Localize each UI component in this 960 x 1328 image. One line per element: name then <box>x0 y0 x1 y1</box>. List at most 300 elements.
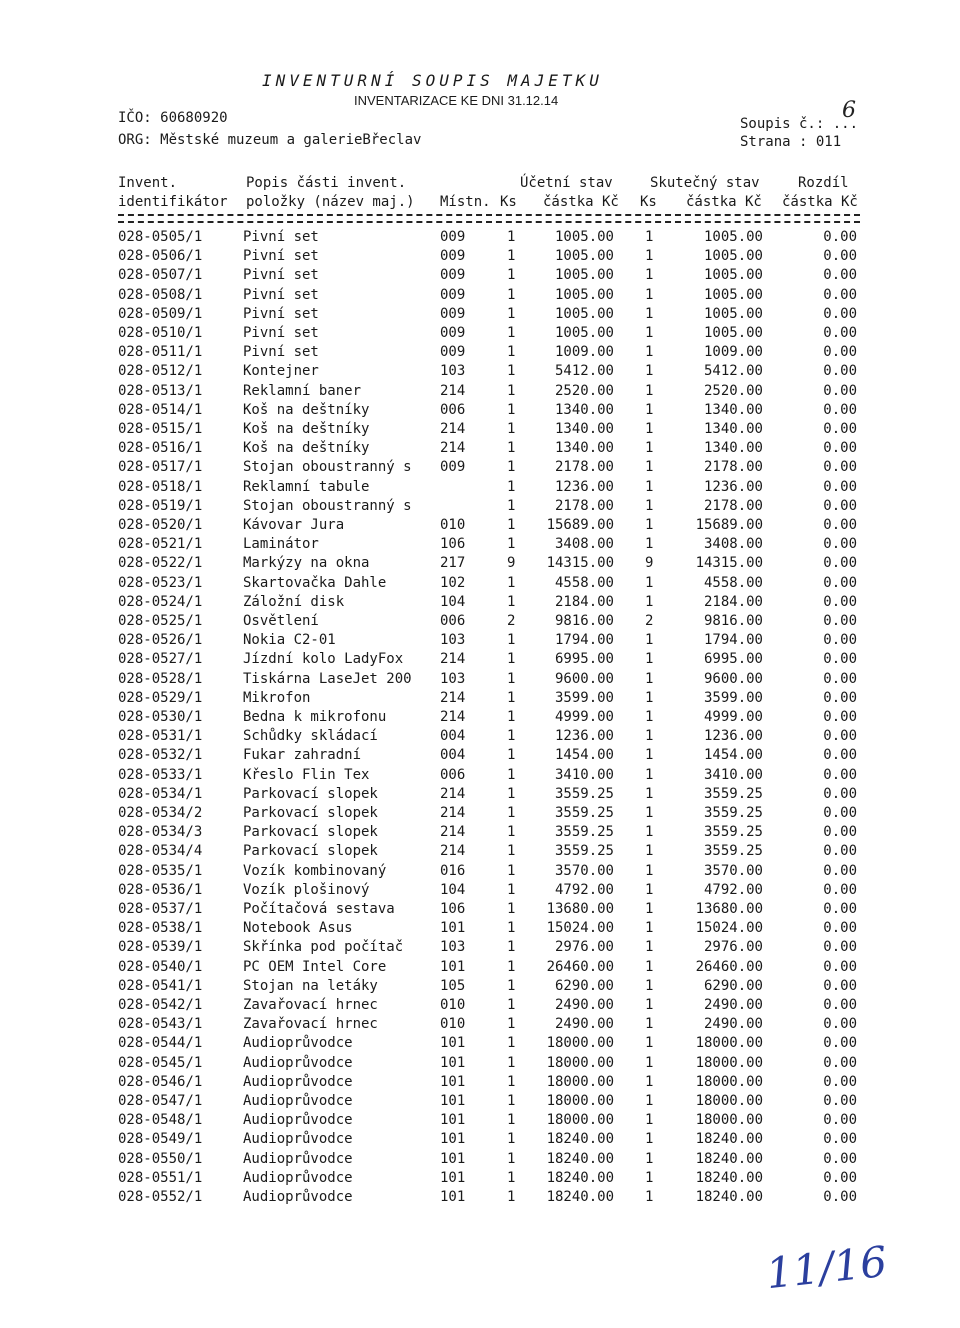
table-row <box>0 939 960 958</box>
col-accounting-amount: částka Kč <box>543 194 619 210</box>
difference-amount: 0.00 <box>823 267 857 284</box>
accounting-amount: 1009.00 <box>554 344 614 361</box>
accounting-quantity: 1 <box>507 728 516 745</box>
difference-amount: 0.00 <box>823 747 857 764</box>
item-description: Stojan oboustranný s <box>243 497 412 514</box>
actual-amount: 4999.00 <box>703 709 763 725</box>
inventory-id: 028-0542/1 <box>118 997 203 1013</box>
accounting-quantity: 1 <box>507 747 516 764</box>
inventory-id: 028-0531/1 <box>118 728 203 745</box>
item-description: Parkovací slopek <box>243 805 378 821</box>
actual-amount: 18000.00 <box>695 1035 763 1052</box>
actual-quantity: 1 <box>645 977 654 994</box>
actual-amount: 9600.00 <box>703 670 763 687</box>
table-row <box>0 555 960 574</box>
accounting-amount: 1005.00 <box>554 305 614 322</box>
col-actual-qty: Ks <box>640 194 657 210</box>
actual-amount: 18000.00 <box>695 1073 763 1090</box>
item-description: Audioprůvodce <box>243 1035 353 1052</box>
difference-amount: 0.00 <box>823 939 857 956</box>
item-description: Pivní set <box>243 305 319 322</box>
inventory-id: 028-0523/1 <box>118 574 203 591</box>
difference-amount: 0.00 <box>823 728 857 745</box>
difference-amount: 0.00 <box>823 651 857 668</box>
col-invent-line1: Invent. <box>118 175 178 191</box>
actual-amount: 18240.00 <box>695 1131 763 1148</box>
accounting-amount: 15689.00 <box>546 517 614 533</box>
table-row <box>0 325 960 344</box>
accounting-quantity: 1 <box>507 670 516 687</box>
table-row <box>0 1093 960 1112</box>
room-number: 009 <box>440 286 466 303</box>
difference-amount: 0.00 <box>823 785 857 802</box>
col-actual-state: Skutečný stav <box>650 175 760 191</box>
actual-quantity: 1 <box>645 1189 654 1205</box>
difference-amount: 0.00 <box>823 344 857 361</box>
inventory-id: 028-0509/1 <box>118 305 203 322</box>
table-row <box>0 901 960 920</box>
actual-quantity: 1 <box>645 401 654 418</box>
item-description: Koš na deštníky <box>243 421 370 437</box>
col-difference-amount: částka Kč <box>782 194 858 210</box>
room-number: 101 <box>440 1093 466 1109</box>
room-number: 214 <box>440 689 466 706</box>
accounting-quantity: 1 <box>507 229 516 245</box>
difference-amount: 0.00 <box>823 632 857 649</box>
actual-amount: 1005.00 <box>703 325 763 341</box>
room-number: 010 <box>440 1016 466 1033</box>
accounting-quantity: 1 <box>507 651 516 668</box>
table-row <box>0 536 960 555</box>
difference-amount: 0.00 <box>823 1169 857 1186</box>
difference-amount: 0.00 <box>823 709 857 725</box>
room-number: 214 <box>440 440 466 457</box>
col-accounting-state: Účetní stav <box>520 175 613 191</box>
item-description: Schůdky skládací <box>243 728 378 745</box>
actual-quantity: 1 <box>645 766 654 783</box>
table-row <box>0 479 960 498</box>
actual-amount: 2178.00 <box>703 497 763 514</box>
difference-amount: 0.00 <box>823 862 857 879</box>
difference-amount: 0.00 <box>823 689 857 706</box>
table-row <box>0 671 960 690</box>
accounting-quantity: 1 <box>507 977 516 994</box>
item-description: Skartovačka Dahle <box>243 574 387 591</box>
accounting-amount: 5412.00 <box>554 363 614 380</box>
actual-quantity: 1 <box>645 920 654 937</box>
item-description: Reklamní tabule <box>243 478 370 495</box>
table-row <box>0 613 960 632</box>
accounting-quantity: 1 <box>507 344 516 361</box>
room-number: 101 <box>440 1035 466 1052</box>
room-number: 214 <box>440 824 466 841</box>
accounting-amount: 1005.00 <box>554 267 614 284</box>
handwritten-page-mark: 11/16 <box>763 1236 890 1299</box>
inventory-id: 028-0527/1 <box>118 651 203 668</box>
accounting-quantity: 1 <box>507 766 516 783</box>
table-row <box>0 1112 960 1131</box>
difference-amount: 0.00 <box>823 555 857 572</box>
table-row <box>0 863 960 882</box>
actual-amount: 4792.00 <box>703 881 763 898</box>
actual-quantity: 1 <box>645 440 654 457</box>
room-number: 103 <box>440 632 466 649</box>
difference-amount: 0.00 <box>823 536 857 553</box>
inventory-id: 028-0535/1 <box>118 862 203 879</box>
actual-amount: 3410.00 <box>703 766 763 783</box>
room-number: 102 <box>440 574 466 591</box>
item-description: Pivní set <box>243 267 319 284</box>
inventory-id: 028-0534/3 <box>118 824 203 841</box>
accounting-quantity: 1 <box>507 920 516 937</box>
table-row <box>0 363 960 382</box>
room-number: 103 <box>440 363 466 380</box>
accounting-amount: 15024.00 <box>546 920 614 937</box>
accounting-amount: 4792.00 <box>554 881 614 898</box>
accounting-amount: 18000.00 <box>546 1073 614 1090</box>
difference-amount: 0.00 <box>823 517 857 533</box>
actual-amount: 1005.00 <box>703 229 763 245</box>
accounting-quantity: 1 <box>507 1035 516 1052</box>
difference-amount: 0.00 <box>823 1131 857 1148</box>
room-number: 106 <box>440 536 466 553</box>
inventory-id: 028-0529/1 <box>118 689 203 706</box>
accounting-amount: 18000.00 <box>546 1054 614 1071</box>
accounting-amount: 18240.00 <box>546 1131 614 1148</box>
accounting-amount: 13680.00 <box>546 901 614 917</box>
actual-quantity: 1 <box>645 517 654 533</box>
actual-quantity: 1 <box>645 421 654 437</box>
item-description: Pivní set <box>243 344 319 361</box>
room-number: 009 <box>440 344 466 361</box>
accounting-quantity: 1 <box>507 536 516 553</box>
room-number: 101 <box>440 1189 466 1205</box>
room-number: 016 <box>440 862 466 879</box>
table-row <box>0 402 960 421</box>
accounting-quantity: 1 <box>507 1093 516 1109</box>
actual-quantity: 1 <box>645 286 654 303</box>
accounting-amount: 3410.00 <box>554 766 614 783</box>
accounting-quantity: 1 <box>507 1169 516 1186</box>
accounting-quantity: 1 <box>507 267 516 284</box>
accounting-amount: 3559.25 <box>554 785 614 802</box>
table-row <box>0 306 960 325</box>
room-number: 006 <box>440 613 466 629</box>
actual-quantity: 1 <box>645 997 654 1013</box>
actual-amount: 18000.00 <box>695 1093 763 1109</box>
actual-amount: 2178.00 <box>703 459 763 476</box>
accounting-quantity: 1 <box>507 997 516 1013</box>
room-number: 217 <box>440 555 466 572</box>
soupis-handwritten-number: 6 <box>842 98 856 123</box>
actual-amount: 1236.00 <box>703 728 763 745</box>
inventory-id: 028-0536/1 <box>118 881 203 898</box>
actual-quantity: 1 <box>645 901 654 917</box>
accounting-quantity: 1 <box>507 440 516 457</box>
actual-quantity: 1 <box>645 862 654 879</box>
accounting-quantity: 1 <box>507 843 516 860</box>
actual-amount: 2520.00 <box>703 382 763 399</box>
difference-amount: 0.00 <box>823 1112 857 1129</box>
room-number: 103 <box>440 939 466 956</box>
room-number: 101 <box>440 1112 466 1129</box>
room-number: 009 <box>440 267 466 284</box>
inventory-id: 028-0530/1 <box>118 709 203 725</box>
accounting-quantity: 1 <box>507 709 516 725</box>
item-description: Audioprůvodce <box>243 1112 353 1129</box>
inventory-id: 028-0510/1 <box>118 325 203 341</box>
accounting-amount: 3570.00 <box>554 862 614 879</box>
table-row <box>0 267 960 286</box>
table-row <box>0 959 960 978</box>
item-description: Audioprůvodce <box>243 1189 353 1205</box>
table-row <box>0 1055 960 1074</box>
difference-amount: 0.00 <box>823 325 857 341</box>
item-description: Záložní disk <box>243 593 345 610</box>
room-number: 009 <box>440 248 466 265</box>
table-row <box>0 632 960 651</box>
actual-amount: 14315.00 <box>695 555 763 572</box>
accounting-amount: 9816.00 <box>554 613 614 629</box>
header-divider <box>118 214 860 223</box>
item-description: Audioprůvodce <box>243 1073 353 1090</box>
page-number: Strana : 011 <box>740 134 842 150</box>
actual-quantity: 1 <box>645 805 654 821</box>
actual-quantity: 1 <box>645 305 654 322</box>
table-row <box>0 709 960 728</box>
difference-amount: 0.00 <box>823 670 857 687</box>
actual-amount: 18240.00 <box>695 1169 763 1186</box>
item-description: Vozík plošinový <box>243 881 370 898</box>
accounting-amount: 3599.00 <box>554 689 614 706</box>
difference-amount: 0.00 <box>823 766 857 783</box>
room-number: 214 <box>440 785 466 802</box>
actual-amount: 2490.00 <box>703 1016 763 1033</box>
table-row <box>0 229 960 248</box>
inventory-id: 028-0519/1 <box>118 497 203 514</box>
item-description: Koš na deštníky <box>243 440 370 457</box>
accounting-quantity: 1 <box>507 824 516 841</box>
item-description: Pivní set <box>243 248 319 265</box>
actual-quantity: 1 <box>645 536 654 553</box>
inventory-id: 028-0528/1 <box>118 670 203 687</box>
room-number: 010 <box>440 997 466 1013</box>
table-row <box>0 747 960 766</box>
table-row <box>0 728 960 747</box>
item-description: Audioprůvodce <box>243 1054 353 1071</box>
difference-amount: 0.00 <box>823 421 857 437</box>
actual-quantity: 1 <box>645 325 654 341</box>
difference-amount: 0.00 <box>823 613 857 629</box>
difference-amount: 0.00 <box>823 382 857 399</box>
accounting-quantity: 1 <box>507 1054 516 1071</box>
actual-amount: 18240.00 <box>695 1189 763 1205</box>
actual-amount: 6995.00 <box>703 651 763 668</box>
accounting-quantity: 1 <box>507 363 516 380</box>
accounting-quantity: 1 <box>507 574 516 591</box>
difference-amount: 0.00 <box>823 920 857 937</box>
table-row <box>0 920 960 939</box>
item-description: Parkovací slopek <box>243 824 378 841</box>
accounting-quantity: 1 <box>507 958 516 975</box>
item-description: Laminátor <box>243 536 319 553</box>
table-row <box>0 1151 960 1170</box>
table-row <box>0 651 960 670</box>
actual-quantity: 1 <box>645 1054 654 1071</box>
inventory-id: 028-0548/1 <box>118 1112 203 1129</box>
room-number: 101 <box>440 1131 466 1148</box>
actual-quantity: 1 <box>645 651 654 668</box>
actual-amount: 1340.00 <box>703 401 763 418</box>
room-number: 101 <box>440 1169 466 1186</box>
accounting-quantity: 1 <box>507 1112 516 1129</box>
inventory-id: 028-0541/1 <box>118 977 203 994</box>
item-description: Pivní set <box>243 229 319 245</box>
inventory-id: 028-0534/2 <box>118 805 203 821</box>
accounting-quantity: 1 <box>507 785 516 802</box>
actual-amount: 15024.00 <box>695 920 763 937</box>
accounting-quantity: 1 <box>507 1073 516 1090</box>
accounting-amount: 2178.00 <box>554 497 614 514</box>
accounting-quantity: 1 <box>507 478 516 495</box>
inventory-id: 028-0506/1 <box>118 248 203 265</box>
room-number: 104 <box>440 593 466 610</box>
actual-quantity: 1 <box>645 1150 654 1167</box>
actual-amount: 1454.00 <box>703 747 763 764</box>
room-number: 104 <box>440 881 466 898</box>
actual-quantity: 1 <box>645 1035 654 1052</box>
actual-amount: 1236.00 <box>703 478 763 495</box>
item-description: Počítačová sestava <box>243 901 395 917</box>
accounting-amount: 18000.00 <box>546 1093 614 1109</box>
accounting-amount: 1794.00 <box>554 632 614 649</box>
inventory-id: 028-0534/1 <box>118 785 203 802</box>
item-description: Nokia C2-01 <box>243 632 336 649</box>
actual-amount: 2490.00 <box>703 997 763 1013</box>
room-number: 214 <box>440 843 466 860</box>
table-row <box>0 248 960 267</box>
room-number: 009 <box>440 459 466 476</box>
actual-amount: 5412.00 <box>703 363 763 380</box>
actual-amount: 1005.00 <box>703 248 763 265</box>
accounting-quantity: 1 <box>507 325 516 341</box>
room-number: 101 <box>440 1073 466 1090</box>
table-row <box>0 882 960 901</box>
table-row <box>0 805 960 824</box>
difference-amount: 0.00 <box>823 305 857 322</box>
actual-quantity: 1 <box>645 1073 654 1090</box>
col-location: Místn. <box>440 194 491 210</box>
inventory-id: 028-0520/1 <box>118 517 203 533</box>
actual-amount: 3599.00 <box>703 689 763 706</box>
inventory-id: 028-0545/1 <box>118 1054 203 1071</box>
accounting-quantity: 1 <box>507 1131 516 1148</box>
item-description: Audioprůvodce <box>243 1150 353 1167</box>
actual-quantity: 1 <box>645 747 654 764</box>
difference-amount: 0.00 <box>823 478 857 495</box>
actual-quantity: 1 <box>645 709 654 725</box>
item-description: Pivní set <box>243 325 319 341</box>
accounting-amount: 1236.00 <box>554 478 614 495</box>
accounting-amount: 2178.00 <box>554 459 614 476</box>
room-number: 010 <box>440 517 466 533</box>
actual-quantity: 1 <box>645 1016 654 1033</box>
actual-amount: 1340.00 <box>703 440 763 457</box>
table-row <box>0 786 960 805</box>
accounting-quantity: 1 <box>507 497 516 514</box>
accounting-quantity: 1 <box>507 805 516 821</box>
item-description: Audioprůvodce <box>243 1169 353 1186</box>
actual-quantity: 1 <box>645 1093 654 1109</box>
actual-amount: 3559.25 <box>703 785 763 802</box>
col-desc-line2: položky (název maj.) <box>246 194 415 210</box>
accounting-amount: 1005.00 <box>554 325 614 341</box>
difference-amount: 0.00 <box>823 958 857 975</box>
inventory-id: 028-0524/1 <box>118 593 203 610</box>
actual-amount: 3559.25 <box>703 843 763 860</box>
item-description: Bedna k mikrofonu <box>243 709 387 725</box>
inventory-id: 028-0525/1 <box>118 613 203 629</box>
accounting-amount: 2184.00 <box>554 593 614 610</box>
room-number: 105 <box>440 977 466 994</box>
actual-quantity: 1 <box>645 478 654 495</box>
table-row <box>0 344 960 363</box>
accounting-quantity: 1 <box>507 382 516 399</box>
actual-quantity: 1 <box>645 497 654 514</box>
table-row <box>0 767 960 786</box>
difference-amount: 0.00 <box>823 286 857 303</box>
room-number: 101 <box>440 958 466 975</box>
inventory-id: 028-0551/1 <box>118 1169 203 1186</box>
item-description: Stojan oboustranný s <box>243 459 412 476</box>
ico-line: IČO: 60680920 <box>118 110 228 126</box>
actual-amount: 1005.00 <box>703 286 763 303</box>
accounting-quantity: 1 <box>507 459 516 476</box>
accounting-amount: 3408.00 <box>554 536 614 553</box>
actual-amount: 3559.25 <box>703 824 763 841</box>
difference-amount: 0.00 <box>823 805 857 821</box>
accounting-quantity: 2 <box>507 613 516 629</box>
table-row <box>0 1170 960 1189</box>
table-row <box>0 1189 960 1208</box>
actual-quantity: 1 <box>645 363 654 380</box>
room-number: 101 <box>440 1054 466 1071</box>
item-description: Fukar zahradní <box>243 747 362 764</box>
accounting-amount: 6290.00 <box>554 977 614 994</box>
table-row <box>0 498 960 517</box>
item-description: Stojan na letáky <box>243 977 378 994</box>
actual-quantity: 1 <box>645 1131 654 1148</box>
actual-amount: 2976.00 <box>703 939 763 956</box>
accounting-amount: 1005.00 <box>554 286 614 303</box>
actual-quantity: 1 <box>645 574 654 591</box>
difference-amount: 0.00 <box>823 363 857 380</box>
accounting-amount: 3559.25 <box>554 843 614 860</box>
item-description: Zavařovací hrnec <box>243 997 378 1013</box>
item-description: Markýzy na okna <box>243 555 370 572</box>
table-row <box>0 843 960 862</box>
difference-amount: 0.00 <box>823 997 857 1013</box>
inventory-id: 028-0537/1 <box>118 901 203 917</box>
room-number: 214 <box>440 805 466 821</box>
accounting-amount: 18000.00 <box>546 1035 614 1052</box>
difference-amount: 0.00 <box>823 459 857 476</box>
difference-amount: 0.00 <box>823 1016 857 1033</box>
accounting-amount: 1340.00 <box>554 440 614 457</box>
col-actual-amount: částka Kč <box>686 194 762 210</box>
difference-amount: 0.00 <box>823 1189 857 1205</box>
difference-amount: 0.00 <box>823 1054 857 1071</box>
